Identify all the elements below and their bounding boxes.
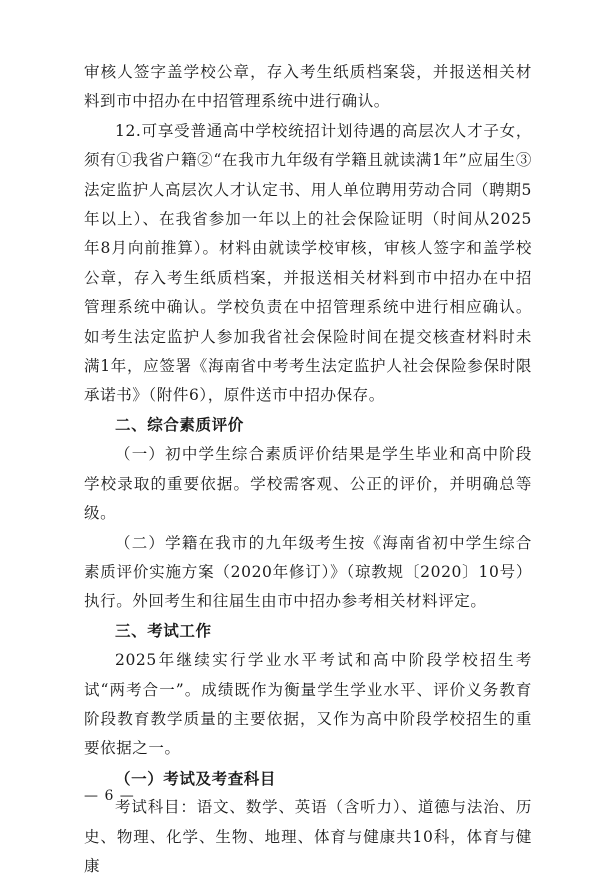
paragraph-exam-subjects: 考试科目：语文、数学、英语（含听力）、道德与法治、历史、物理、化学、生物、地理、体育与健康共10科，体育与健康	[84, 798, 532, 875]
paragraph-continuation: 审核人签字盖学校公章，存入考生纸质档案袋，并报送相关材料到市中招办在中招管理系统中进行确认。	[84, 63, 532, 111]
subheading-exam-subjects: （一）考试及考查科目	[115, 768, 277, 788]
section-heading-evaluation: 二、综合素质评价	[115, 415, 244, 434]
paragraph-exam-intro: 2025年继续实行学业水平考试和高中阶段学校招生考试“两考合一”。成绩既作为衡量学生学业水平、评价义务教育阶段教育教学质量的主要依据，又作为高中阶段学校招生的重要依据之一。	[84, 651, 532, 758]
document-body	[84, 58, 532, 881]
section-heading-exam: 三、考试工作	[115, 621, 212, 640]
paragraph-item-12: 12.可享受普通高中学校统招计划待遇的高层次人才子女，须有①我省户籍②“在我市九年级有学籍且就读满1年”应届生③法定监护人高层次人才认定书、用人单位聘用劳动合同（聘期5年以上）、在我省参加一年以上的社会保险证明（时间从2025年8月向前推算）。材料由就读学校审核，审核人签字和盖学校公章，存入考生纸质档案，并报送相关材料到市中招办在中招管理系统中确认。学校负责在中招管理系统中进行相应确认。如考生法定监护人参加我省社会保险时间在提交核查材料时未满1年，应签署《海南省中考考生法定监护人社会保险参保时限承诺书》（附件6），原件送市中招办保存。	[84, 121, 532, 405]
paragraph-evaluation-2: （二）学籍在我市的九年级考生按《海南省初中学生综合素质评价实施方案（2020年修订）》（琼教规〔2020〕10号）执行。外回考生和往届生由市中招办参考相关材料评定。	[84, 533, 532, 611]
page-number: — 6 —	[84, 788, 135, 804]
paragraph-evaluation-1: （一）初中学生综合素质评价结果是学生毕业和高中阶段学校录取的重要依据。学校需客观、公正的评价，并明确总等级。	[84, 445, 532, 523]
